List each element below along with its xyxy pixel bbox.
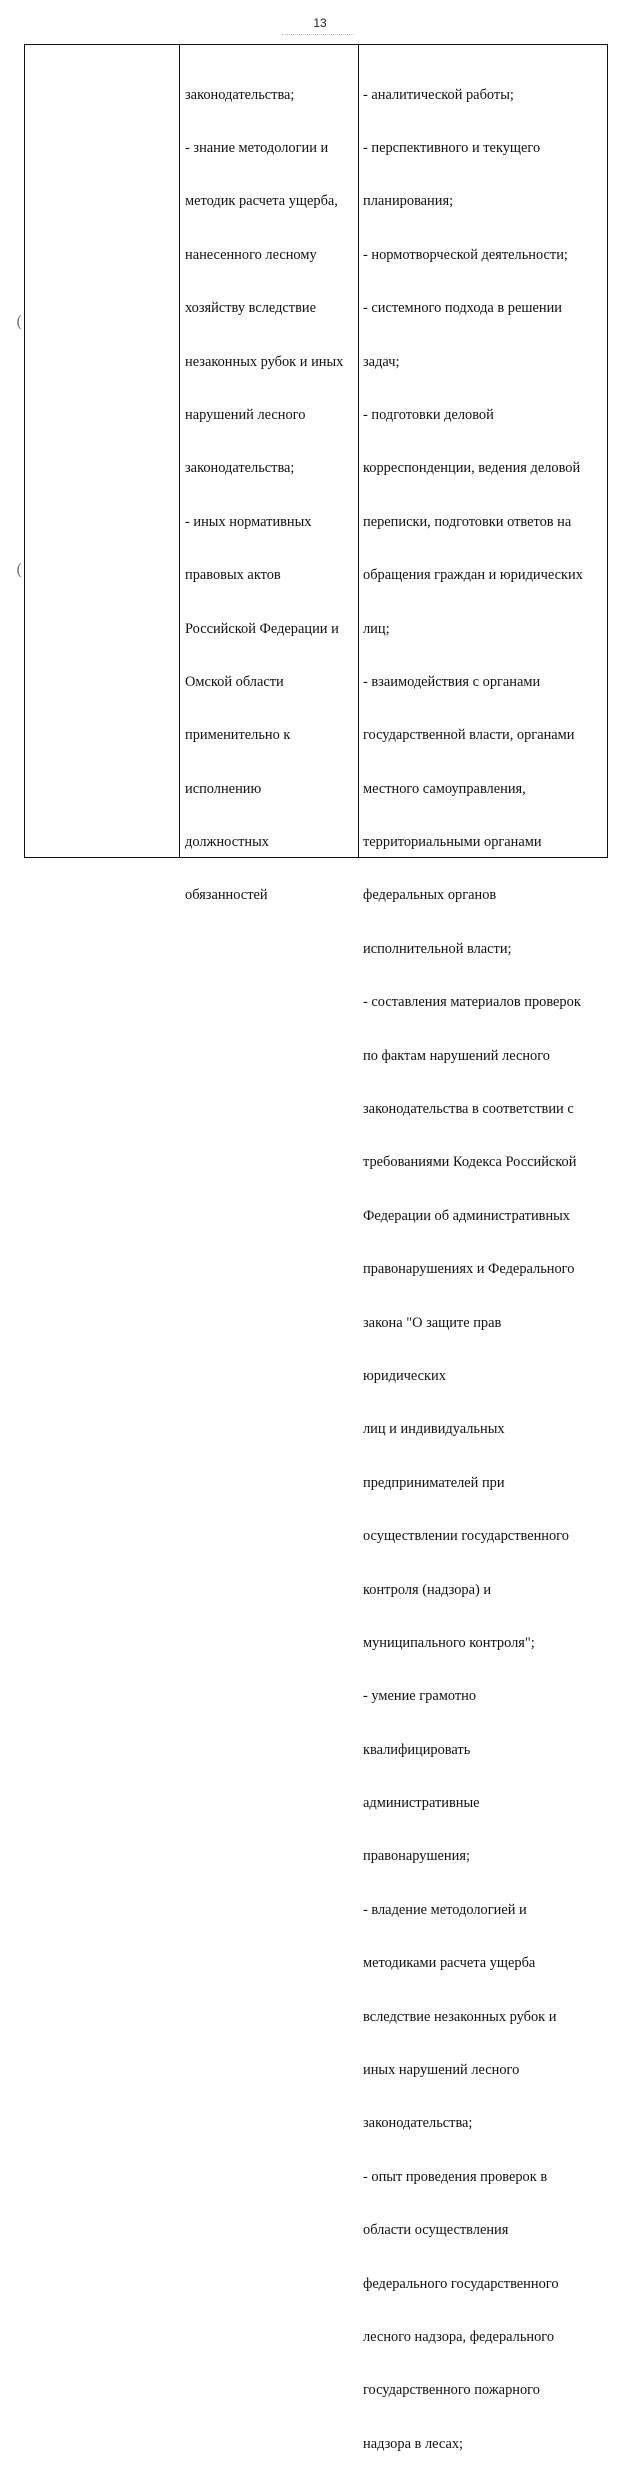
scan-noise bbox=[282, 34, 354, 36]
text-line: хозяйству вследствие bbox=[185, 300, 316, 317]
text-line: осуществлении государственного bbox=[363, 1528, 569, 1545]
text-line: по фактам нарушений лесного bbox=[363, 1047, 550, 1064]
text-line: правонарушениях и Федерального bbox=[363, 1261, 575, 1278]
text-line: законодательства; bbox=[185, 460, 295, 477]
text-line: вследствие незаконных рубок и bbox=[363, 2008, 557, 2025]
text-line: - аналитической работы; bbox=[363, 86, 514, 103]
text-line: корреспонденции, ведения деловой bbox=[363, 460, 581, 477]
text-line: юридических bbox=[363, 1367, 446, 1384]
column-divider-2 bbox=[358, 45, 359, 857]
text-line: квалифицировать bbox=[363, 1741, 471, 1758]
text-line: территориальными органами bbox=[363, 834, 542, 851]
text-line: нарушений лесного bbox=[185, 406, 306, 423]
text-line: Российской Федерации и bbox=[185, 620, 339, 637]
text-line: законодательства; bbox=[363, 2115, 473, 2132]
text-line: исполнительной власти; bbox=[363, 940, 512, 957]
text-line: правонарушения; bbox=[363, 1848, 470, 1865]
text-line: должностных bbox=[185, 834, 269, 851]
text-line: - нормотворческой деятельности; bbox=[363, 246, 568, 263]
text-line: - умение грамотно bbox=[363, 1688, 477, 1705]
text-line: лесного надзора, федерального bbox=[363, 2329, 555, 2345]
text-line: - системного подхода в решении bbox=[363, 300, 562, 317]
text-line: планирования; bbox=[363, 193, 454, 210]
text-line: - составления материалов проверок bbox=[363, 994, 581, 1011]
text-line: предпринимателей при bbox=[363, 1474, 505, 1491]
text-line: - подготовки деловой bbox=[363, 406, 494, 423]
text-line: незаконных рубок и иных bbox=[185, 353, 344, 370]
text-line: обязанностей bbox=[185, 887, 268, 904]
text-line: - перспективного и текущего bbox=[363, 139, 541, 156]
text-line: иных нарушений лесного bbox=[363, 2062, 520, 2079]
binding-hole-mark-top: ( bbox=[16, 312, 23, 331]
text-line: задач; bbox=[363, 353, 400, 370]
text-line: нанесенного лесному bbox=[185, 246, 317, 263]
text-line: - владение методологией и bbox=[363, 1901, 527, 1918]
text-line: федерального государственного bbox=[363, 2275, 559, 2292]
text-line: - опыт проведения проверок в bbox=[363, 2168, 548, 2185]
text-line: применительно к bbox=[185, 727, 291, 744]
text-line: надзора в лесах; bbox=[363, 2435, 464, 2452]
binding-hole-mark-bottom: ( bbox=[16, 560, 23, 579]
text-line: лиц; bbox=[363, 620, 390, 637]
text-line: законодательства; bbox=[185, 86, 295, 103]
text-line: муниципального контроля"; bbox=[363, 1634, 535, 1651]
column-divider-1 bbox=[179, 45, 180, 857]
text-line: - знание методологии и bbox=[185, 139, 329, 156]
knowledge-column bbox=[185, 51, 343, 941]
text-line: государственного пожарного bbox=[363, 2382, 540, 2399]
text-line: исполнению bbox=[185, 780, 262, 797]
text-line: законодательства в соответствии с bbox=[363, 1101, 574, 1118]
text-line: - иных нормативных bbox=[185, 513, 312, 530]
text-line: методик расчета ущерба, bbox=[185, 193, 338, 210]
text-line: Омской области bbox=[185, 673, 284, 690]
text-line: государственной власти, органами bbox=[363, 727, 575, 744]
text-line: методиками расчета ущерба bbox=[363, 1955, 536, 1972]
text-line: лиц и индивидуальных bbox=[363, 1421, 505, 1438]
skills-column bbox=[363, 51, 583, 2489]
text-line: - взаимодействия с органами bbox=[363, 673, 541, 690]
text-line: обращения граждан и юридических bbox=[363, 567, 583, 584]
text-line: требованиями Кодекса Российской bbox=[363, 1154, 577, 1171]
text-line: переписки, подготовки ответов на bbox=[363, 513, 572, 530]
page-number: 13 bbox=[313, 16, 327, 30]
text-line: Федерации об административных bbox=[363, 1207, 571, 1224]
text-line: административные bbox=[363, 1795, 480, 1812]
text-line: правовых актов bbox=[185, 567, 281, 584]
text-line: федеральных органов bbox=[363, 887, 497, 904]
requirements-table bbox=[24, 44, 608, 2452]
text-line: области осуществления bbox=[363, 2222, 509, 2239]
text-line: контроля (надзора) и bbox=[363, 1581, 492, 1598]
text-line: закона "О защите прав bbox=[363, 1314, 502, 1331]
text-line: местного самоуправления, bbox=[363, 780, 526, 797]
